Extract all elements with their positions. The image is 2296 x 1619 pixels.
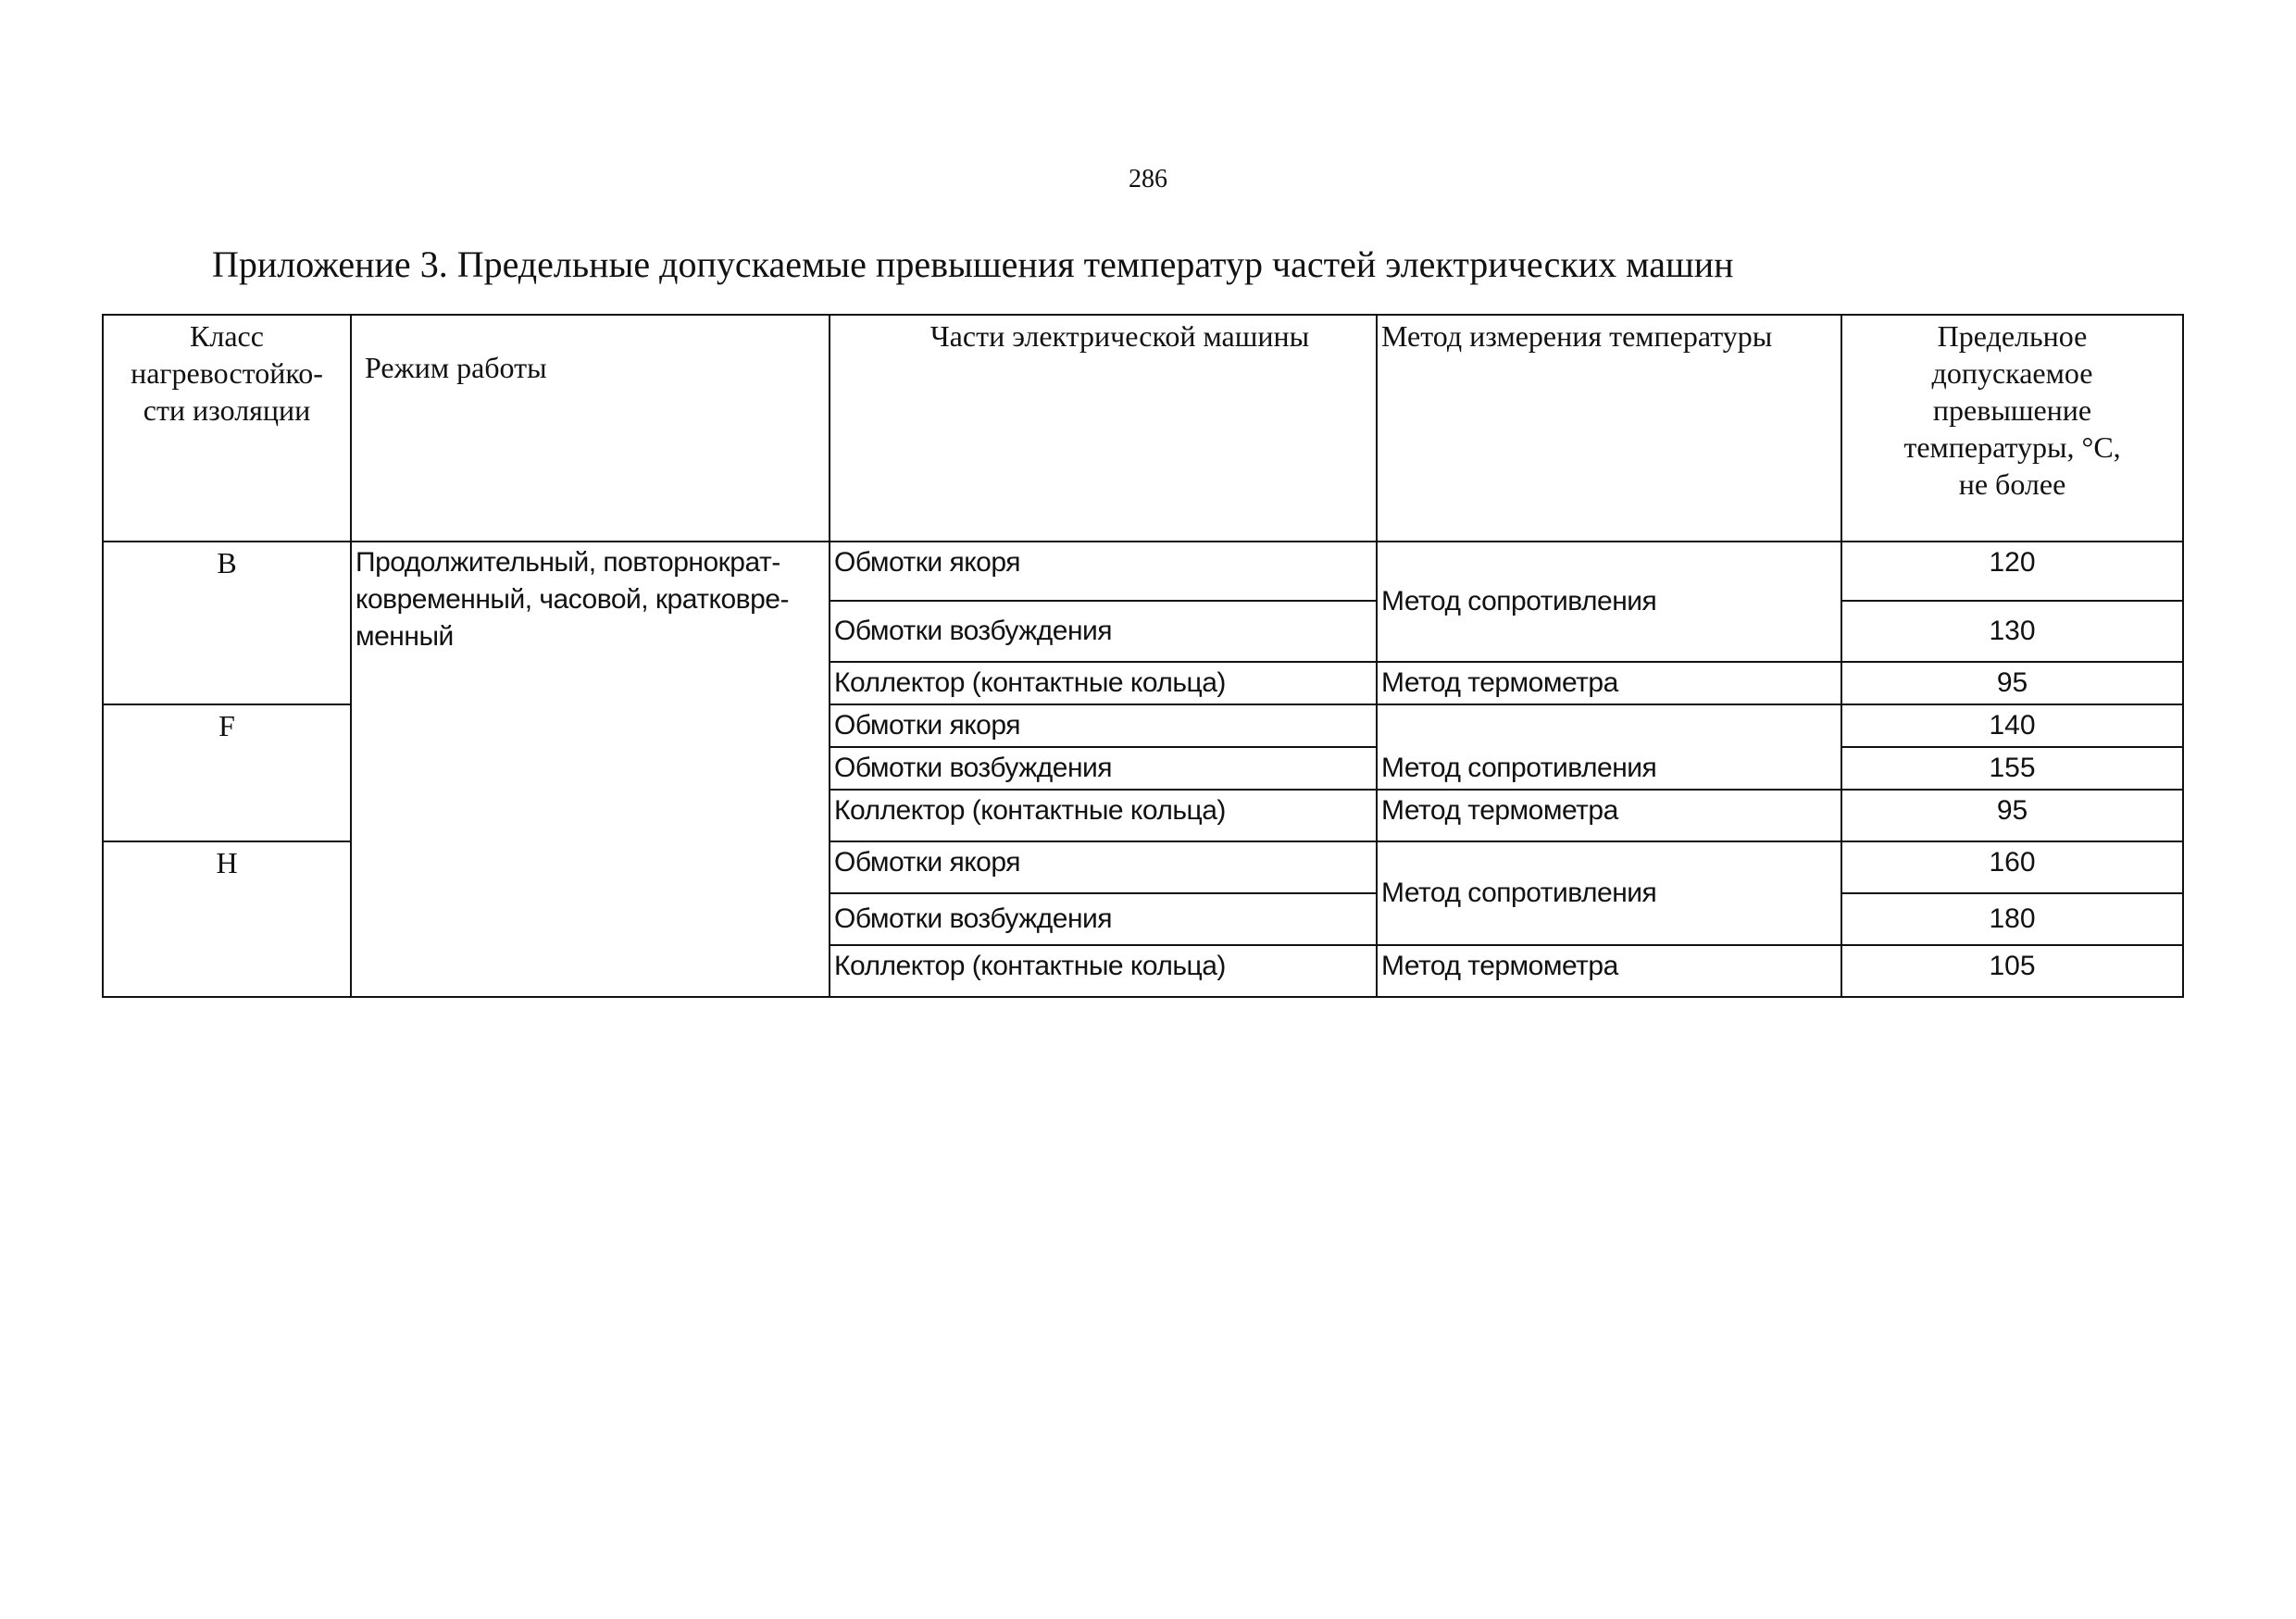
limit-value-cell: 95 — [1841, 790, 2183, 841]
header-operating-mode: Режим работы — [351, 315, 830, 542]
limit-value-cell: 180 — [1841, 893, 2183, 945]
header-limit-line: не более — [1958, 467, 2066, 501]
method-cell: Метод термометра — [1377, 945, 1841, 997]
machine-part-cell: Обмотки возбуждения — [830, 747, 1377, 790]
appendix-title: Приложение 3. Предельные допускаемые превышения температур частей электрических машин — [212, 243, 1734, 285]
header-class-line: нагревостойко- — [131, 356, 323, 390]
page-number: 286 — [1129, 165, 1167, 193]
machine-part-cell: Обмотки якоря — [830, 841, 1377, 893]
limit-value-cell: 155 — [1841, 747, 2183, 790]
insulation-class-cell: В — [103, 542, 351, 704]
temperature-limits-table — [102, 314, 2184, 998]
method-cell: Метод сопротивления — [1377, 542, 1841, 662]
header-limit-line: допускаемое — [1931, 356, 2093, 390]
machine-part-cell: Обмотки возбуждения — [830, 601, 1377, 662]
header-insulation-class — [103, 315, 351, 542]
mode-line: Продолжительный, повторнократ- — [356, 547, 780, 578]
limit-value-cell: 105 — [1841, 945, 2183, 997]
limit-value-cell: 130 — [1841, 601, 2183, 662]
header-limit-line: температуры, °С, — [1903, 430, 2121, 464]
limit-value-cell: 120 — [1841, 542, 2183, 601]
header-measurement-method: Метод измерения температуры — [1377, 315, 1841, 542]
limit-value-cell: 160 — [1841, 841, 2183, 893]
operating-mode-cell — [351, 542, 830, 997]
method-cell: Метод термометра — [1377, 662, 1841, 704]
method-cell: Метод сопротивления — [1377, 704, 1841, 790]
machine-part-cell: Обмотки якоря — [830, 542, 1377, 601]
method-cell: Метод термометра — [1377, 790, 1841, 841]
machine-part-cell: Коллектор (контактные кольца) — [830, 790, 1377, 841]
machine-part-cell: Обмотки якоря — [830, 704, 1377, 747]
insulation-class-cell: F — [103, 704, 351, 841]
insulation-class-cell: Н — [103, 841, 351, 997]
limit-value-cell: 95 — [1841, 662, 2183, 704]
mode-line: менный — [356, 621, 454, 652]
header-temperature-limit — [1841, 315, 2183, 542]
header-machine-parts: Части электрической машины — [830, 315, 1377, 542]
header-class-line: сти изоляции — [143, 393, 311, 427]
machine-part-cell: Коллектор (контактные кольца) — [830, 945, 1377, 997]
limit-value-cell: 140 — [1841, 704, 2183, 747]
table-header-row — [103, 315, 2183, 542]
mode-line: ковременный, часовой, кратковре- — [356, 584, 789, 615]
table-row — [103, 542, 2183, 601]
header-limit-line: Предельное — [1937, 319, 2088, 353]
machine-part-cell: Коллектор (контактные кольца) — [830, 662, 1377, 704]
machine-part-cell: Обмотки возбуждения — [830, 893, 1377, 945]
header-class-line: Класс — [190, 319, 264, 353]
header-limit-line: превышение — [1932, 393, 2092, 427]
method-cell: Метод сопротивления — [1377, 841, 1841, 945]
